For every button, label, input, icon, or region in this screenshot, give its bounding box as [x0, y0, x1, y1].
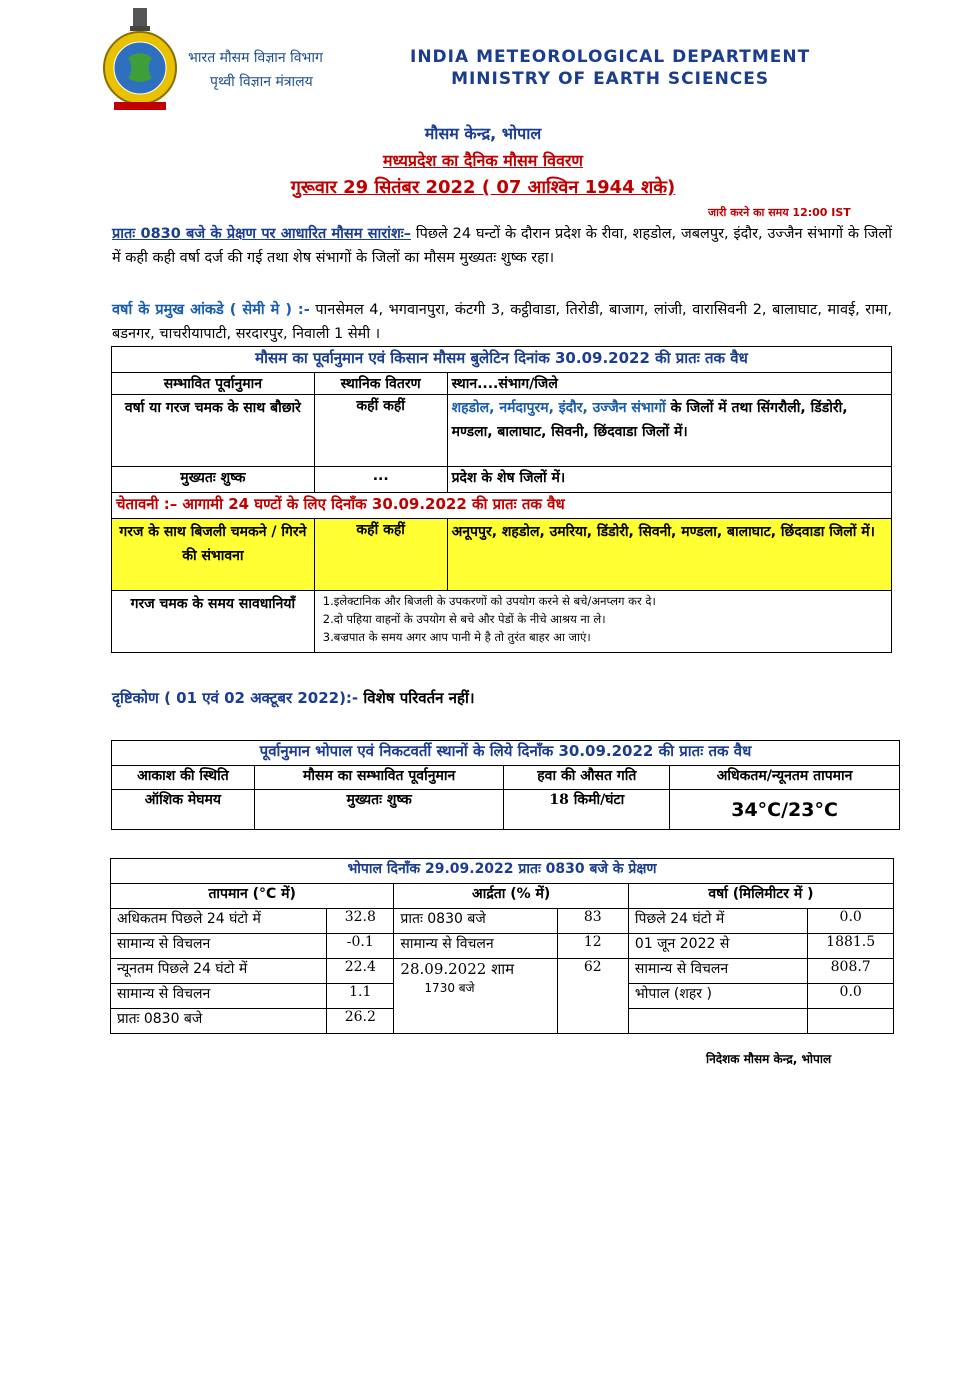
humidity-value: 62	[557, 959, 628, 1034]
temp-value: 26.2	[327, 1009, 394, 1034]
temp-value: 22.4	[327, 959, 394, 984]
forecast-table-title-row	[112, 347, 892, 373]
english-dept-line1: INDIA METEOROLOGICAL DEPARTMENT	[410, 47, 811, 67]
title-date: गुरूवार 29 सितंबर 2022 ( 07 आश्विन 1944 शके)	[290, 177, 676, 198]
row1-forecast: वर्षा या गरज चमक के साथ बौछारे	[112, 395, 315, 467]
row1-places	[447, 395, 891, 467]
header-temperature: अधिकतम/न्यूनतम तापमान	[670, 766, 900, 790]
empty-cell	[628, 1009, 807, 1034]
hindi-department-name	[188, 46, 323, 94]
header-sky: आकाश की स्थिति	[112, 766, 255, 790]
rain-label: सामान्य से विचलन	[628, 959, 807, 984]
summary-label: प्रातः 0830 बजे के प्रेक्षण पर आधारित मौसम सारांशः–	[112, 226, 411, 242]
table-row	[111, 909, 894, 934]
forecast-table-header-row	[112, 373, 892, 395]
header-weather: मौसम का सम्भावित पूर्वानुमान	[254, 766, 504, 790]
precaution-item: 1.इलेक्टानिक और बिजली के उपकरणों को उपयोग करने से बचे/अनप्लग कर दे।	[322, 594, 656, 608]
temp-label: अधिकतम पिछले 24 घंटो में	[111, 909, 327, 934]
header-forecast: सम्भावित पूर्वानुमान	[112, 373, 315, 395]
bhopal-forecast-table	[111, 740, 900, 830]
value-sky: ऑशिक मेघमय	[112, 790, 255, 830]
humidity-value: 83	[557, 909, 628, 934]
director-signature: निदेशक मौसम केन्द्र, भोपाल	[706, 1052, 832, 1066]
weather-summary	[112, 222, 892, 270]
header-temperature-obs: तापमान (°C में)	[111, 884, 394, 909]
warning-forecast: गरज के साथ बिजली चमकने / गिरने की संभावना	[112, 519, 315, 591]
forecast-row-rain	[112, 395, 892, 467]
english-department-name	[410, 46, 810, 90]
humidity-label: प्रातः 0830 बजे	[394, 909, 557, 934]
temp-label: न्यूनतम पिछले 24 घंटो में	[111, 959, 327, 984]
forecast-row-dry	[112, 467, 892, 493]
english-ministry-line: MINISTRY OF EARTH SCIENCES	[451, 69, 770, 89]
row2-forecast: मुख्यतः शुष्क	[112, 467, 315, 493]
imd-emblem-logo	[100, 6, 180, 114]
hindi-dept-line1: भारत मौसम विज्ञान विभाग	[188, 50, 323, 66]
observations-table	[110, 858, 894, 1034]
rainfall-label: वर्षा के प्रमुख आंकडे ( सेमी मे ) :-	[112, 302, 310, 318]
row2-distribution: ...	[314, 467, 447, 493]
title-report: मध्यप्रदेश का दैनिक मौसम विवरण	[382, 151, 583, 170]
row1-distribution: कहीं कहीं	[314, 395, 447, 467]
forecast-table	[111, 346, 892, 653]
humidity-label-time: 1730 बजे	[424, 981, 475, 995]
precautions-label: गरज चमक के समय सावधानियॉं	[112, 591, 315, 653]
value-wind: 18 किमी/घंटा	[504, 790, 670, 830]
header-wind: हवा की औसत गति	[504, 766, 670, 790]
row1-places-districts: के जिलों में तथा सिंगरौली, डिंडोरी, मण्डला, बालाघाट, सिवनी, छिंदवाडा जिलों में।	[451, 400, 848, 440]
header-humidity: आर्द्रता (% में)	[394, 884, 628, 909]
temp-label: प्रातः 0830 बजे	[111, 1009, 327, 1034]
bhopal-forecast-title: पूर्वानुमान भोपाल एवं निकटवर्ती स्थानों के लिये दिनाँक 30.09.2022 की प्रातः तक वैध	[112, 741, 900, 766]
header-places: स्थान....संभाग/जिले	[447, 373, 891, 395]
temp-value: 1.1	[327, 984, 394, 1009]
outlook-label: दृष्टिकोण ( 01 एवं 02 अक्टूबर 2022):-	[112, 689, 359, 707]
temp-label: सामान्य से विचलन	[111, 934, 327, 959]
outlook-text: विशेष परिवर्तन नहीं।	[358, 689, 475, 707]
temp-value: -0.1	[327, 934, 394, 959]
warning-title-row	[112, 493, 892, 519]
rainfall-text: पानसेमल 4, भगवानपुरा, कंटगी 3, कट्ठीवाडा, तिरोडी, बाजाग, लांजी, वारासिवनी 2, बालाघाट, मावई, रामा, बडनगर, चाचरीयापाटी, सरदारपुर, निवाली 1 सेमी ।	[112, 302, 893, 342]
forecast-table-title: मौसम का पूर्वानुमान एवं किसान मौसम बुलेटिन दिनांक 30.09.2022 की प्रातः तक वैध	[112, 347, 892, 373]
precautions-list	[314, 591, 891, 653]
table-row	[111, 959, 894, 984]
humidity-evening-label	[394, 959, 557, 1034]
report-title	[0, 120, 966, 201]
temp-label: सामान्य से विचलन	[111, 984, 327, 1009]
row2-places: प्रदेश के शेष जिलों में।	[447, 467, 891, 493]
value-weather: मुख्यतः शुष्क	[254, 790, 504, 830]
warning-distribution: कहीं कहीं	[314, 519, 447, 591]
humidity-label: 28.09.2022 शाम	[400, 960, 515, 978]
header-rainfall: वर्षा (मिलिमीटर में )	[628, 884, 893, 909]
rain-value: 808.7	[808, 959, 894, 984]
header-distribution: स्थानिक वितरण	[314, 373, 447, 395]
row1-places-divisions: शहडोल, नर्मदापुरम, इंदौर, उज्जैन संभागों	[451, 400, 666, 416]
warning-places: अनूपपुर, शहडोल, उमरिया, डिंडोरी, सिवनी, मण्डला, बालाघाट, छिंदवाडा जिलों में।	[447, 519, 891, 591]
rain-value: 0.0	[808, 909, 894, 934]
rain-value: 1881.5	[808, 934, 894, 959]
humidity-label: सामान्य से विचलन	[394, 934, 557, 959]
rainfall-figures	[112, 298, 892, 346]
rain-value: 0.0	[808, 984, 894, 1009]
observations-title: भोपाल दिनाँक 29.09.2022 प्रातः 0830 बजे के प्रेक्षण	[111, 859, 894, 884]
issue-time: जारी करने का समय 12:00 IST	[708, 206, 851, 219]
title-center: मौसम केन्द्र, भोपाल	[424, 124, 542, 143]
outlook	[112, 688, 475, 708]
humidity-value: 12	[557, 934, 628, 959]
precaution-item: 3.बज्रपात के समय अगर आप पानी मे है तो तुरंत बाहर आ जाएं।	[322, 630, 591, 644]
rain-label: भोपाल (शहर )	[628, 984, 807, 1009]
table-row	[111, 934, 894, 959]
rain-label: 01 जून 2022 से	[628, 934, 807, 959]
precautions-row	[112, 591, 892, 653]
summary-text: पिछले 24 घन्टों के दौरान प्रदेश के रीवा, शहडोल, जबलपुर, इंदौर, उज्जैन संभागों के जिलों में कही कही वर्षा दर्ज की गई तथा शेष संभागों के जिलों का मौसम मुख्यतः शुष्क रहा।	[112, 226, 892, 266]
hindi-ministry-line: पृथ्वी विज्ञान मंत्रालय	[210, 74, 313, 90]
value-temperature: 34°C/23°C	[670, 790, 900, 830]
empty-cell	[808, 1009, 894, 1034]
precaution-item: 2.दो पहिया वाहनों के उपयोग से बचे और पेडों के नीचे आश्रय ना ले।	[322, 612, 606, 626]
rain-label: पिछले 24 घंटो में	[628, 909, 807, 934]
warning-title: चेतावनी :– आगामी 24 घण्टों के लिए दिनाँक 30.09.2022 की प्रातः तक वैध	[112, 493, 892, 519]
warning-row-lightning	[112, 519, 892, 591]
temp-value: 32.8	[327, 909, 394, 934]
